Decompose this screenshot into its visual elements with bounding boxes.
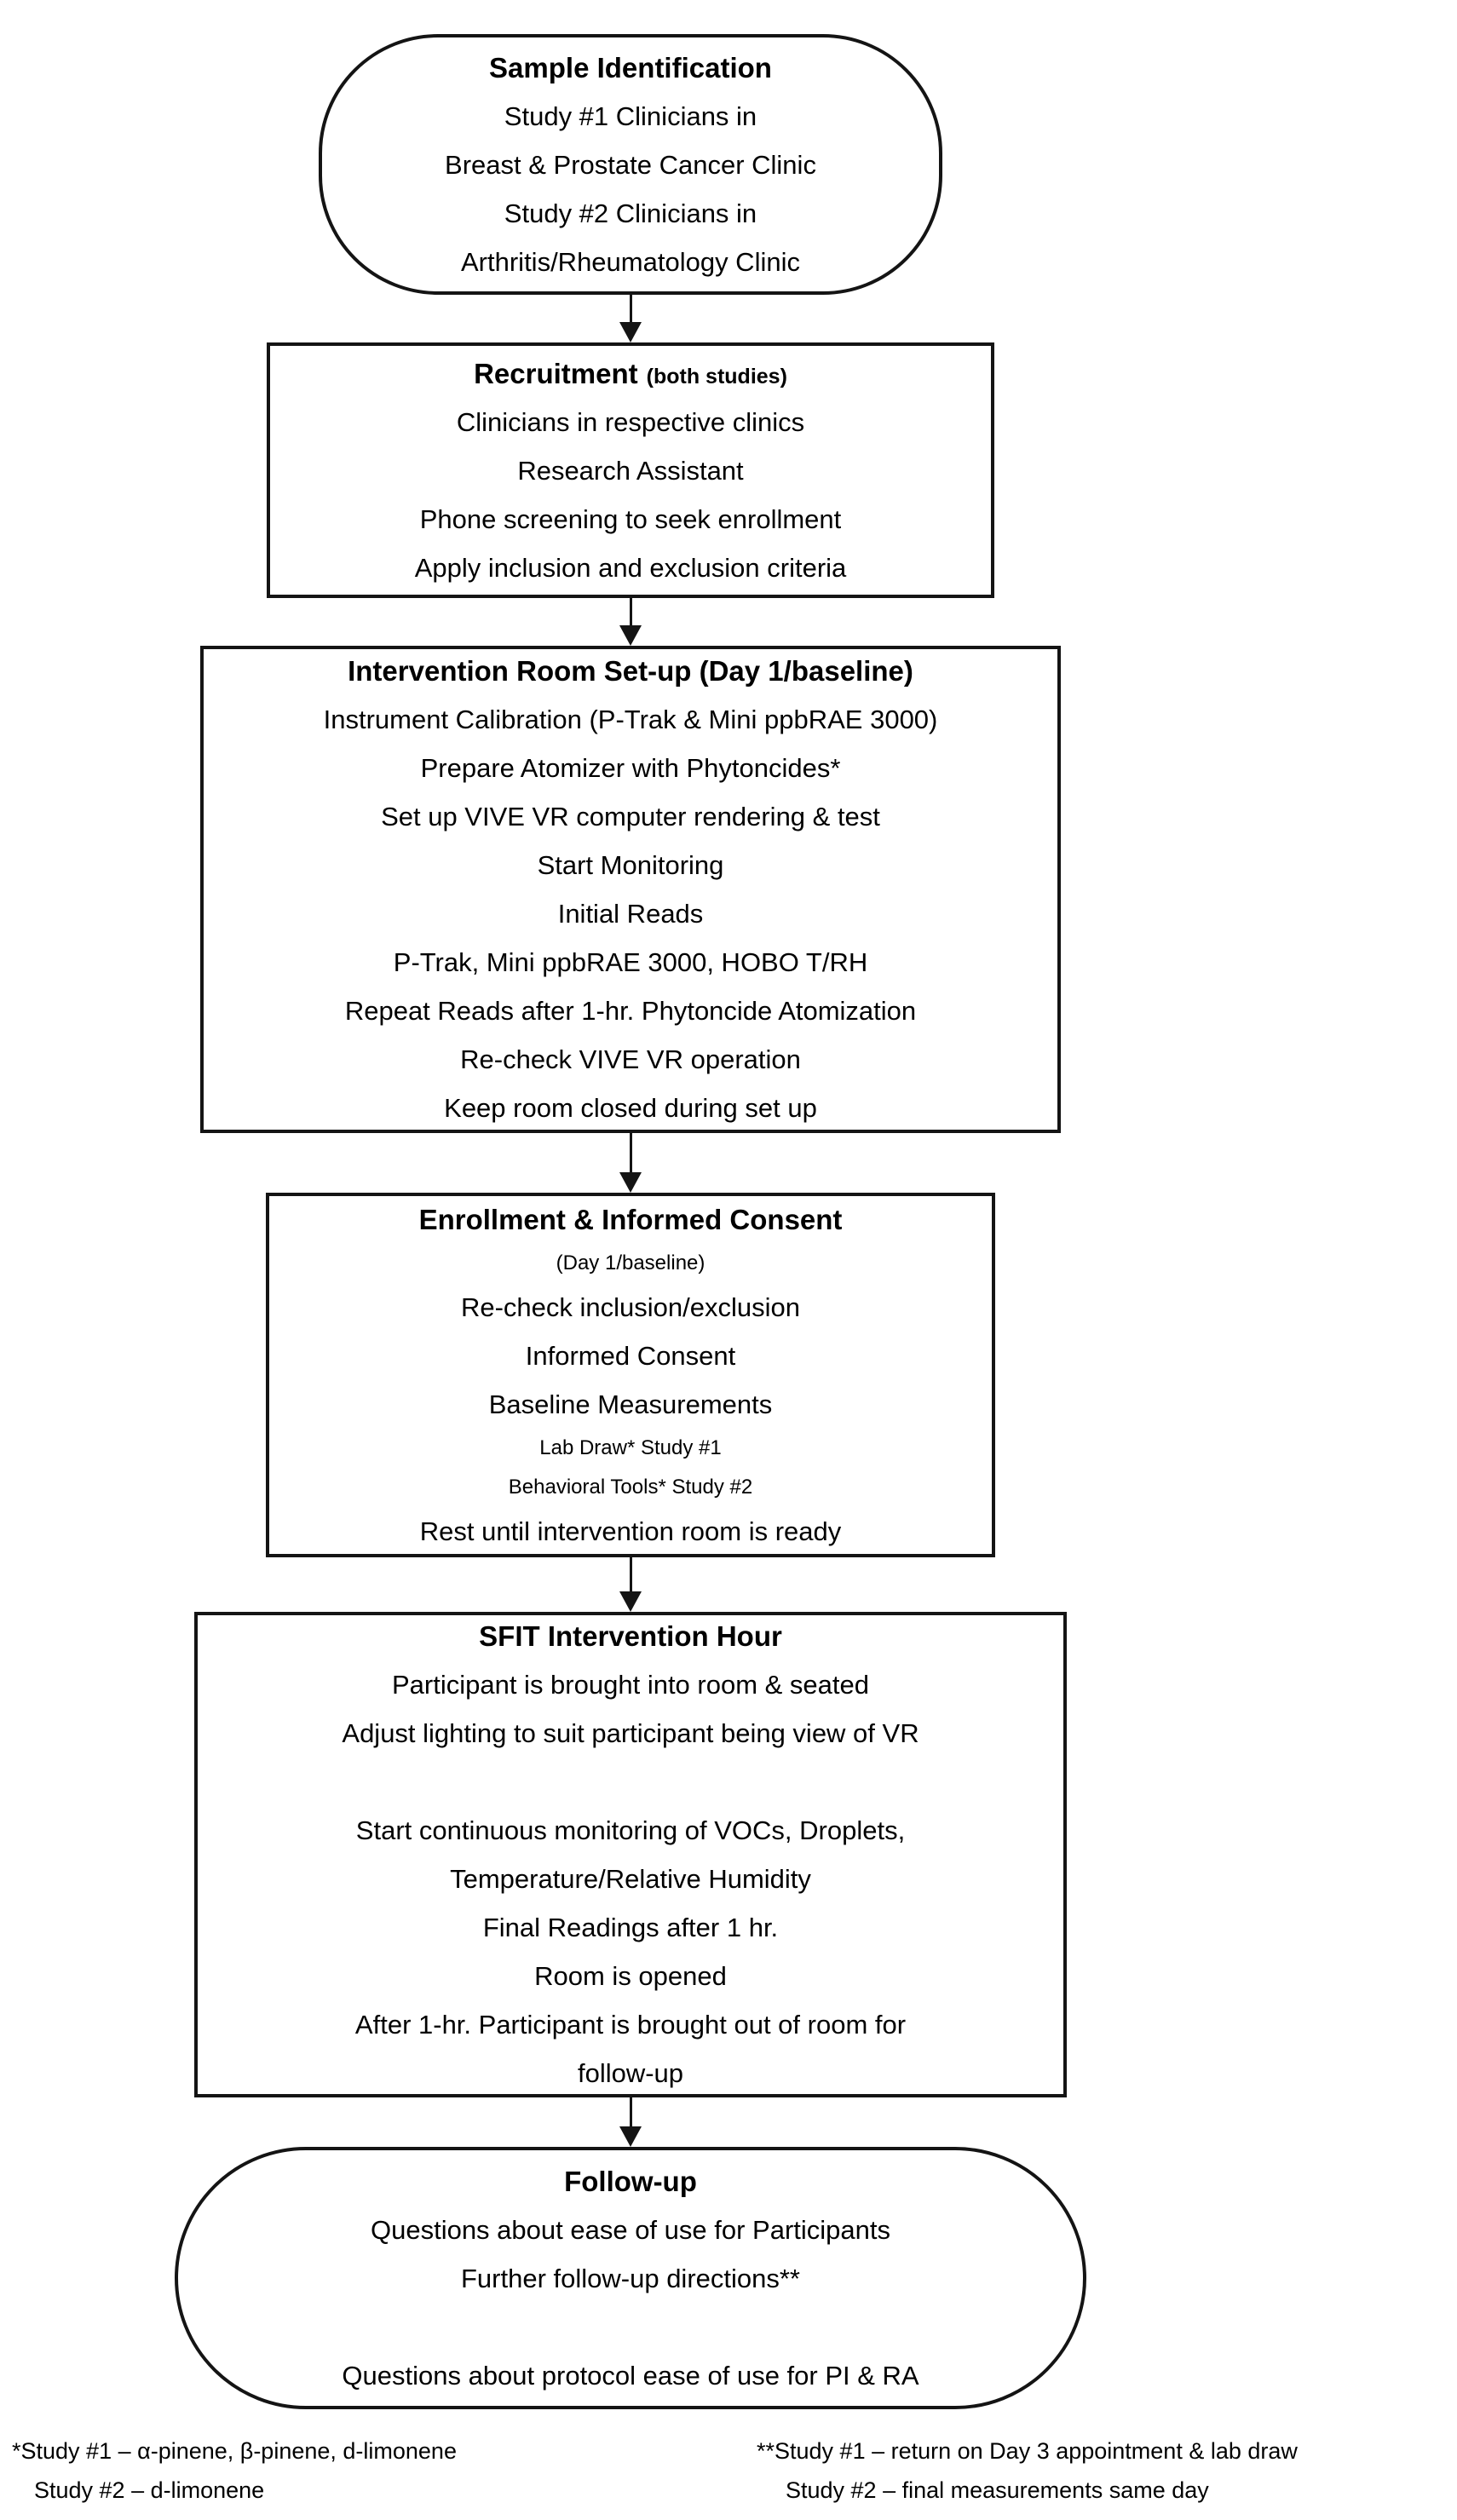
node-line: Phone screening to seek enrollment (419, 503, 842, 534)
node-line: Apply inclusion and exclusion criteria (414, 552, 847, 583)
node-line: Initial Reads (557, 899, 704, 929)
node-line: Lab Draw* Study #1 (539, 1435, 722, 1459)
node-line: Room is opened (534, 1961, 727, 1991)
arrow-head-icon (619, 1591, 642, 1612)
footnote-phytoncides (12, 2431, 457, 2510)
node-title: Enrollment & Informed Consent (418, 1203, 843, 1235)
node-line: Start continuous monitoring of VOCs, Droplets, (355, 1815, 906, 1845)
flow-node-follow-up (175, 2147, 1086, 2409)
footnote-line: *Study #1 – α-pinene, β-pinene, d-limonene (12, 2438, 457, 2464)
footnote-line: Study #2 – final measurements same day (786, 2477, 1209, 2503)
flow-node-sample-identification (319, 34, 942, 295)
node-line: Re-check inclusion/exclusion (460, 1292, 801, 1322)
arrow-head-icon (619, 1172, 642, 1193)
flow-node-recruitment (267, 342, 994, 598)
node-line: Arthritis/Rheumatology Clinic (461, 246, 800, 277)
arrow-shaft (630, 295, 632, 324)
node-line: Research Assistant (517, 455, 744, 486)
node-line: Rest until intervention room is ready (419, 1516, 842, 1546)
node-line: P-Trak, Mini ppbRAE 3000, HOBO T/RH (393, 947, 868, 977)
node-line: Clinicians in respective clinics (456, 406, 805, 437)
node-line: Keep room closed during set up (444, 1093, 817, 1123)
node-line: Prepare Atomizer with Phytoncides* (420, 753, 841, 783)
node-line: (Day 1/baseline) (556, 1251, 705, 1274)
footnote-line: Study #2 – d-limonene (34, 2477, 265, 2503)
arrow-head-icon (619, 2126, 642, 2147)
flow-node-enrollment-informed-consent (266, 1193, 995, 1557)
arrow-shaft (630, 2097, 632, 2128)
node-line: follow-up (577, 2058, 684, 2088)
node-line: Further follow-up directions** (460, 2263, 800, 2293)
node-line: Questions about protocol ease of use for PI & RA (342, 2360, 919, 2391)
node-title-text: Recruitment (474, 357, 638, 389)
node-line: Instrument Calibration (P-Trak & Mini ppbRAE 3000) (323, 705, 938, 734)
arrow-shaft (630, 598, 632, 627)
node-line: Participant is brought into room & seated (391, 1670, 870, 1700)
node-line: Breast & Prostate Cancer Clinic (445, 149, 816, 180)
footnote-followup-directions (757, 2431, 1298, 2510)
node-title: Intervention Room Set-up (Day 1/baseline) (348, 655, 913, 687)
arrow-shaft (630, 1557, 632, 1593)
node-line: Baseline Measurements (488, 1389, 773, 1419)
node-line: Temperature/Relative Humidity (450, 1864, 811, 1894)
node-line: Behavioral Tools* Study #2 (508, 1475, 753, 1499)
node-line: Start Monitoring (537, 850, 724, 880)
arrow-shaft (630, 1133, 632, 1174)
node-line: Study #2 Clinicians in (504, 198, 757, 228)
flow-node-intervention-room-setup (200, 646, 1061, 1133)
node-title: SFIT Intervention Hour (479, 1620, 782, 1652)
node-line: Final Readings after 1 hr. (482, 1913, 779, 1942)
node-line: Adjust lighting to suit participant being view of VR (342, 1718, 919, 1748)
node-title: Sample Identification (489, 51, 772, 83)
footnote-line: **Study #1 – return on Day 3 appointment & lab draw (757, 2438, 1298, 2464)
node-line: Repeat Reads after 1-hr. Phytoncide Atomization (344, 996, 917, 1026)
node-line-blank (206, 1758, 1055, 1806)
arrow-head-icon (619, 625, 642, 646)
node-title-note: (both studies) (646, 364, 787, 388)
arrow-head-icon (619, 322, 642, 342)
node-line: After 1-hr. Participant is brought out of room for (354, 2010, 907, 2040)
node-line: Study #1 Clinicians in (504, 101, 757, 131)
node-line: Questions about ease of use for Participants (370, 2214, 891, 2245)
flow-node-sfit-intervention-hour (194, 1612, 1067, 2097)
node-line: Set up VIVE VR computer rendering & test (381, 802, 880, 831)
node-title: Follow-up (564, 2165, 697, 2197)
node-line: Re-check VIVE VR operation (460, 1044, 801, 1074)
node-line: Informed Consent (525, 1340, 736, 1371)
node-title (279, 349, 982, 398)
node-line-blank (187, 2303, 1074, 2351)
